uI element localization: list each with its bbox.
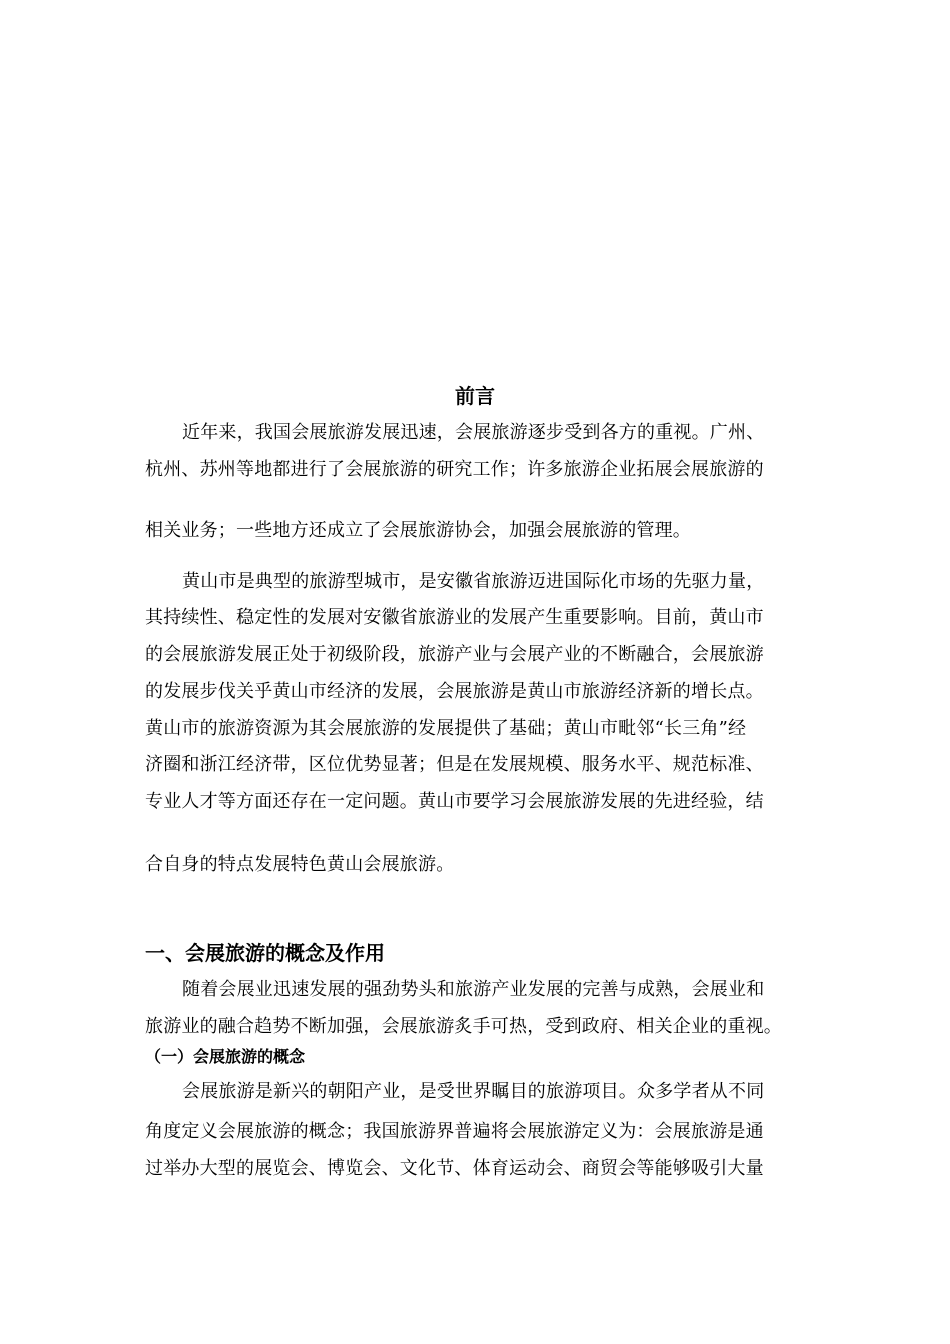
preface-title: 前言 — [455, 384, 495, 408]
text-line: 随着会展业迅速发展的强劲势头和旅游产业发展的完善与成熟，会展业和 — [182, 979, 765, 1000]
text-line: 过举办大型的展览会、博览会、文化节、体育运动会、商贸会等能够吸引大量 — [145, 1158, 764, 1179]
text-line: 的会展旅游发展正处于初级阶段，旅游产业与会展产业的不断融合，会展旅游 — [145, 644, 764, 665]
text-line: 黄山市是典型的旅游型城市，是安徽省旅游迈进国际化市场的先驱力量， — [182, 571, 765, 592]
text-line: 近年来，我国会展旅游发展迅速，会展旅游逐步受到各方的重视。广州、 — [182, 422, 765, 443]
text-line: 合自身的特点发展特色黄山会展旅游。 — [145, 854, 455, 875]
text-line: 相关业务；一些地方还成立了会展旅游协会，加强会展旅游的管理。 — [145, 520, 691, 541]
text-line: 杭州、苏州等地都进行了会展旅游的研究工作；许多旅游企业拓展会展旅游的 — [145, 459, 764, 480]
text-line: 的发展步伐关乎黄山市经济的发展，会展旅游是黄山市旅游经济新的增长点。 — [145, 681, 764, 702]
text-line: 黄山市的旅游资源为其会展旅游的发展提供了基础；黄山市毗邻“长三角”经 — [145, 718, 747, 739]
text-line: 其持续性、稳定性的发展对安徽省旅游业的发展产生重要影响。目前，黄山市 — [145, 607, 764, 628]
subsection-1-heading: （一）会展旅游的概念 — [145, 1047, 306, 1066]
text-line: 旅游业的融合趋势不断加强，会展旅游炙手可热，受到政府、相关企业的重视。 — [145, 1016, 782, 1037]
text-line: 专业人才等方面还存在一定问题。黄山市要学习会展旅游发展的先进经验，结 — [145, 791, 764, 812]
text-line: 角度定义会展旅游的概念；我国旅游界普遍将会展旅游定义为：会展旅游是通 — [145, 1121, 764, 1142]
text-line: 会展旅游是新兴的朝阳产业，是受世界瞩目的旅游项目。众多学者从不同 — [182, 1081, 765, 1102]
section-1-heading: 一、会展旅游的概念及作用 — [145, 941, 385, 965]
text-line: 济圈和浙江经济带，区位优势显著；但是在发展规模、服务水平、规范标准、 — [145, 754, 764, 775]
